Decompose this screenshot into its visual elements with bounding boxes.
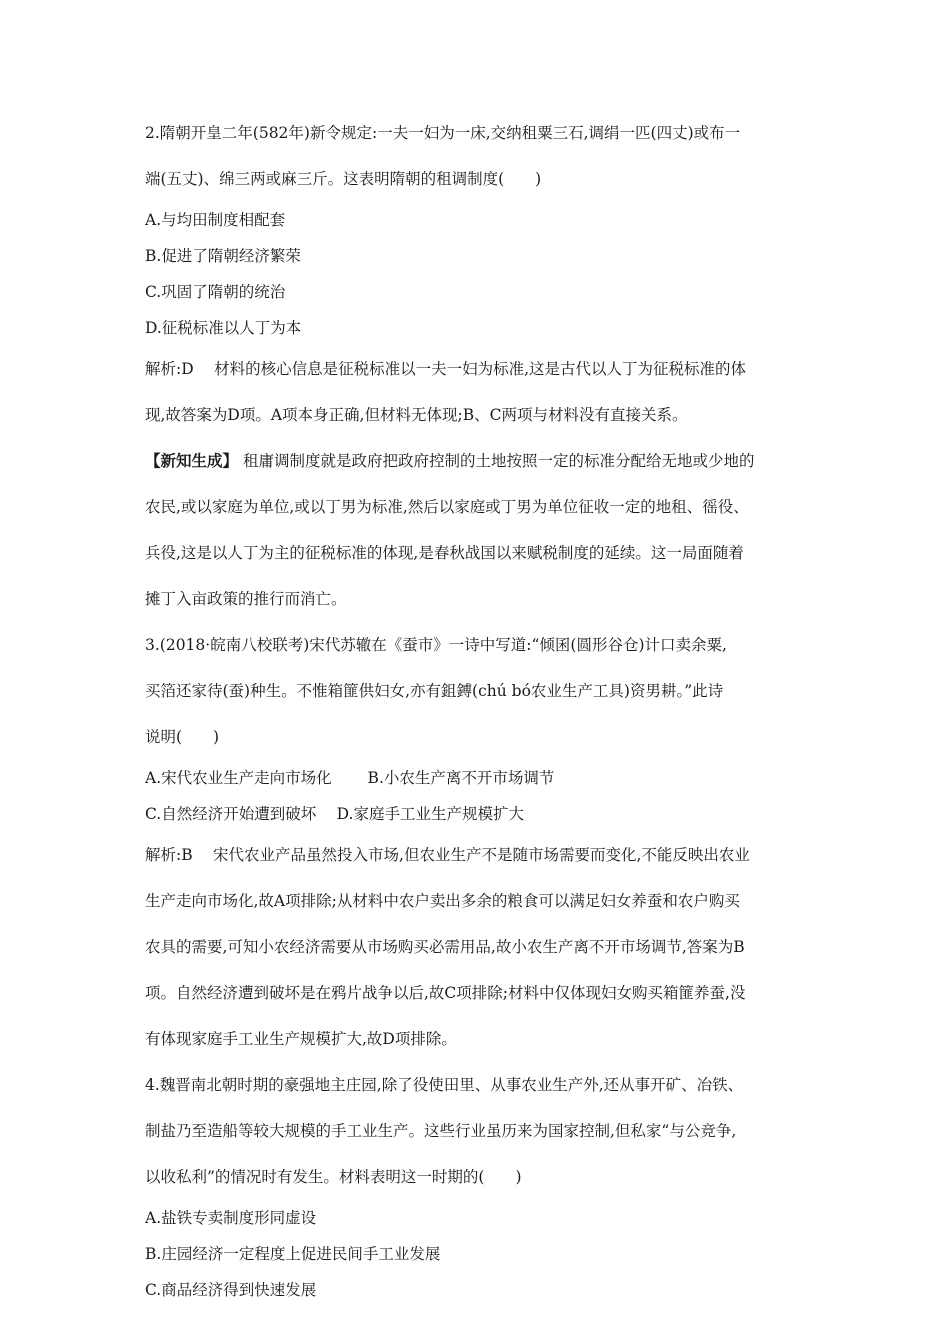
q4-stem-line-3: 以收私利”的情况时有发生。材料表明这一时期的( ) — [145, 1168, 522, 1186]
q4-stem-line-2: 制盐乃至造船等较大规模的手工业生产。这些行业虽历来为国家控制,但私家“与公竞争, — [145, 1122, 737, 1140]
q4-option-b: B.庄园经济一定程度上促进民间手工业发展 — [145, 1245, 441, 1263]
q4-stem-line-1: 4.魏晋南北朝时期的豪强地主庄园,除了役使田里、从事农业生产外,还从事开矿、冶铁、 — [145, 1076, 744, 1094]
q3-options-cd: C.自然经济开始遭到破坏 D.家庭手工业生产规模扩大 — [145, 805, 524, 823]
q3-analysis-line-5: 有体现家庭手工业生产规模扩大,故D项排除。 — [145, 1030, 457, 1048]
q2-option-d: D.征税标准以人丁为本 — [145, 319, 302, 337]
q3-stem-line-3: 说明( ) — [145, 728, 220, 746]
knowledge-text-1: 租庸调制度就是政府把政府控制的土地按照一定的标准分配给无地或少地的 — [238, 452, 755, 470]
q4-option-a: A.盐铁专卖制度形同虚设 — [145, 1209, 317, 1227]
q2-analysis-line-2: 现,故答案为D项。A项本身正确,但材料无体现;B、C两项与材料没有直接关系。 — [145, 406, 688, 424]
q3-analysis-line-2: 生产走向市场化,故A项排除;从材料中农户卖出多余的粮食可以满足妇女养蚕和农户购买 — [145, 892, 740, 910]
q3-analysis-line-1: 解析:B 宋代农业产品虽然投入市场,但农业生产不是随市场需要而变化,不能反映出农业 — [145, 846, 750, 864]
q4-option-c: C.商品经济得到快速发展 — [145, 1281, 317, 1299]
knowledge-tag: 【新知生成】 — [145, 451, 239, 470]
q2-knowledge-line-3: 兵役,这是以人丁为主的征税标准的体现,是春秋战国以来赋税制度的延续。这一局面随着 — [145, 544, 744, 562]
q2-option-c: C.巩固了隋朝的统治 — [145, 283, 286, 301]
q2-stem-line-2: 端(五丈)、绵三两或麻三斤。这表明隋朝的租调制度( ) — [145, 170, 542, 188]
q2-option-a: A.与均田制度相配套 — [145, 211, 286, 229]
q3-stem-line-2: 买箔还家待(蚕)种生。不惟箱篚供妇女,亦有鉏鎛(chú bó农业生产工具)资男耕。”此诗 — [145, 682, 724, 700]
q2-analysis-line-1: 解析:D 材料的核心信息是征税标准以一夫一妇为标准,这是古代以人丁为征税标准的体 — [145, 360, 747, 378]
q3-options-ab: A.宋代农业生产走向市场化 B.小农生产离不开市场调节 — [145, 769, 555, 787]
q3-analysis-line-3: 农具的需要,可知小农经济需要从市场购买必需用品,故小农生产离不开市场调节,答案为B — [145, 938, 745, 956]
q3-analysis-line-4: 项。自然经济遭到破坏是在鸦片战争以后,故C项排除;材料中仅体现妇女购买箱篚养蚕,没 — [145, 984, 746, 1002]
q3-stem-line-1: 3.(2018·皖南八校联考)宋代苏辙在《蚕市》一诗中写道:“倾囷(圆形谷仓)计口卖余粟, — [145, 636, 727, 654]
q2-knowledge-line-4: 摊丁入亩政策的推行而消亡。 — [145, 590, 347, 608]
q2-knowledge-line-1 — [145, 438, 810, 484]
q2-knowledge-line-2: 农民,或以家庭为单位,或以丁男为标准,然后以家庭或丁男为单位征收一定的地租、徭役、 — [145, 498, 749, 516]
q2-stem-line-1: 2.隋朝开皇二年(582年)新令规定:一夫一妇为一床,交纳租粟三石,调绢一匹(四丈)或布一 — [145, 124, 741, 142]
document-page — [145, 110, 810, 1308]
q2-option-b: B.促进了隋朝经济繁荣 — [145, 247, 301, 265]
